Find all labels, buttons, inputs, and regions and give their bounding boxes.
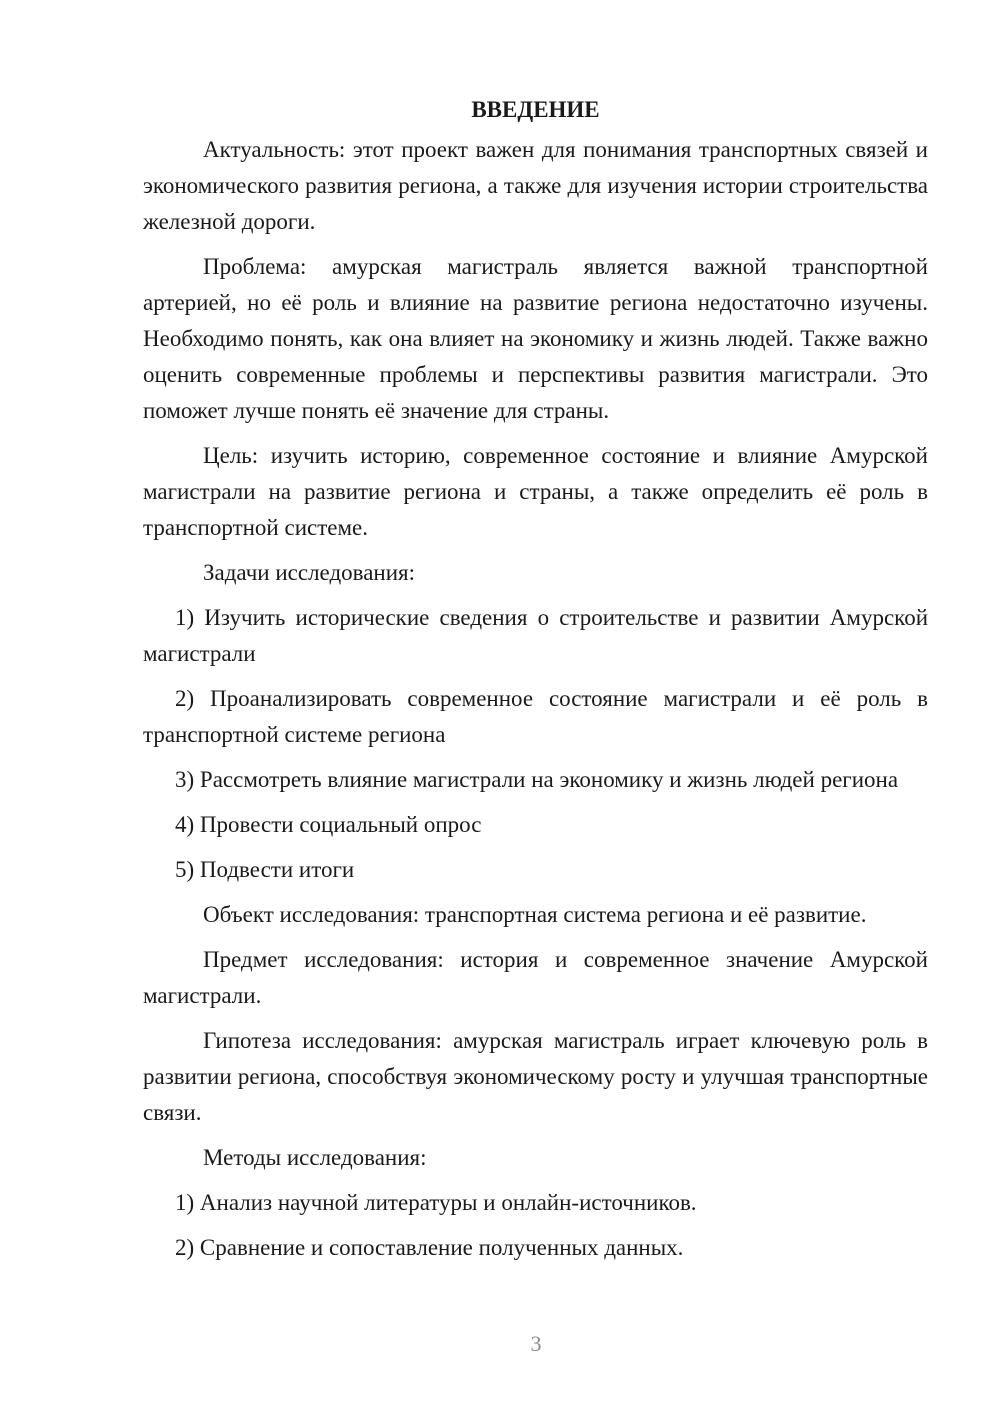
paragraph-object: Объект исследования: транспортная система региона и её развитие. bbox=[203, 902, 867, 927]
task-item-2: 2) Проанализировать современное состояние магистрали и её роль в транспортной системе региона bbox=[143, 686, 928, 747]
method-item-1: 1) Анализ научной литературы и онлайн-источников. bbox=[175, 1190, 697, 1215]
method-item-2: 2) Сравнение и сопоставление полученных данных. bbox=[175, 1235, 684, 1260]
task-item-5: 5) Подвести итоги bbox=[175, 857, 355, 882]
paragraph-hypothesis: Гипотеза исследования: амурская магистраль играет ключевую роль в развитии региона, способствуя экономическому росту и улучшая транспортные связи. bbox=[143, 1028, 928, 1125]
task-item-4: 4) Провести социальный опрос bbox=[175, 812, 482, 837]
paragraph-methods-heading: Методы исследования: bbox=[203, 1145, 427, 1170]
paragraph-goal: Цель: изучить историю, современное состояние и влияние Амурской магистрали на развитие региона и страны, а также определить её роль в транспортной системе. bbox=[143, 443, 928, 540]
page-number: 3 bbox=[530, 1331, 542, 1356]
paragraph-subject: Предмет исследования: история и современное значение Амурской магистрали. bbox=[143, 947, 928, 1008]
section-title: ВВЕДЕНИЕ bbox=[471, 97, 600, 122]
paragraph-relevance: Актуальность: этот проект важен для понимания транспортных связей и экономического развития региона, а также для изучения истории строительства железной дороги. bbox=[143, 137, 928, 234]
paragraph-problem: Проблема: амурская магистраль является важной транспортной артерией, но её роль и влияние на развитие региона недостаточно изучены. Необходимо понять, как она влияет на экономику и жизнь людей. Также важно оценить современные проблемы и перспективы развития магистрали. Это поможет лучше понять её значение для страны. bbox=[143, 254, 928, 423]
paragraph-tasks-heading: Задачи исследования: bbox=[203, 560, 416, 585]
document-page bbox=[143, 92, 928, 1275]
task-item-3: 3) Рассмотреть влияние магистрали на экономику и жизнь людей региона bbox=[175, 767, 899, 792]
task-item-1: 1) Изучить исторические сведения о строительстве и развитии Амурской магистрали bbox=[143, 605, 928, 666]
